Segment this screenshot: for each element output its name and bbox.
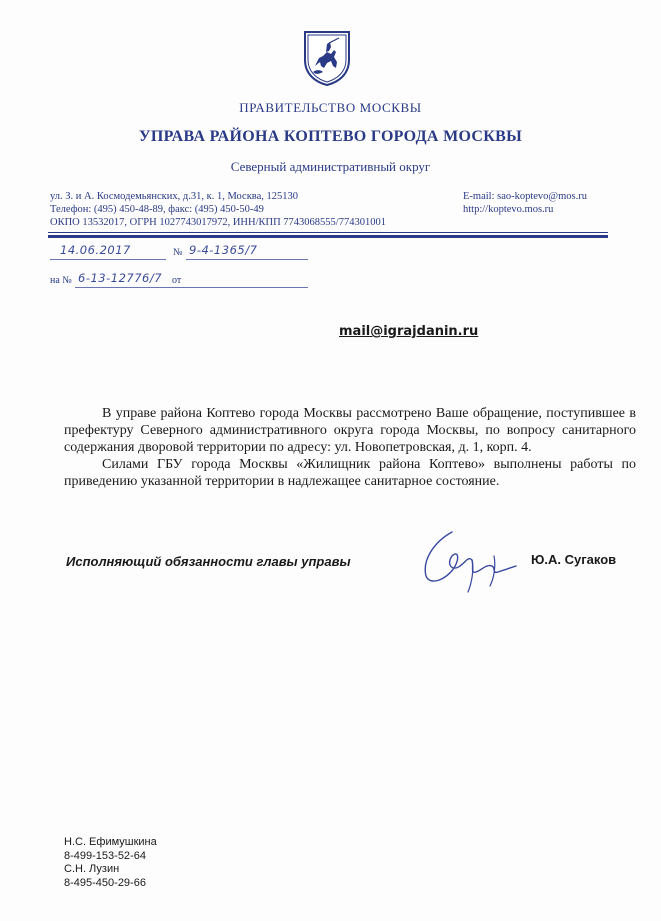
signatory-name: Ю.А. Сугаков xyxy=(531,552,617,567)
government-heading: ПРАВИТЕЛЬСТВО МОСКВЫ xyxy=(239,100,422,115)
phone-line: Телефон: (495) 450-48-89, факс: (495) 450-50-49 xyxy=(50,204,264,215)
reg-number: 9-4-1365/7 xyxy=(189,243,258,257)
body-paragraph-1: В управе района Коптево города Москвы рассмотрено Ваше обращение, поступившее в префектуру Северного административного округа города Москвы, по вопросу санитарного содержания дворовой территории по адресу: ул. Новопетровская, д. 1, корп. 4. xyxy=(64,406,636,455)
ref-underline xyxy=(75,287,308,288)
contacts-block xyxy=(64,836,157,890)
okrug-subheading: Северный административный округ xyxy=(230,159,431,174)
contact-name-1: Н.С. Ефимушкина xyxy=(64,836,157,848)
moscow-coat-of-arms-icon xyxy=(303,30,351,86)
reg-date-underline xyxy=(50,259,166,260)
body-paragraph-2: Силами ГБУ города Москвы «Жилищник района Коптево» выполнены работы по приведению указанной территории в надлежащее санитарное состояние. xyxy=(64,457,636,489)
contact-phone-2: 8-495-450-29-66 xyxy=(64,876,146,889)
header-divider-thick xyxy=(48,235,608,238)
uprava-heading: УПРАВА РАЙОНА КОПТЕВО ГОРОДА МОСКВЫ xyxy=(138,128,523,145)
signatory-title: Исполняющий обязанности главы управы xyxy=(66,554,351,569)
ref-number-label: на № xyxy=(50,275,72,286)
ref-suffix: от xyxy=(172,275,182,286)
addressee-email: mail@igrajdanin.ru xyxy=(339,324,479,339)
handwritten-signature xyxy=(412,520,522,600)
contact-phone-1: 8-499-153-52-64 xyxy=(64,849,146,862)
header-divider-thin xyxy=(48,232,608,233)
reg-number-label: № xyxy=(173,247,183,258)
ref-number: 6-13-12776/7 xyxy=(78,271,163,285)
contact-name-2: С.Н. Лузин xyxy=(64,863,120,875)
email-line: E-mail: sao-koptevo@mos.ru xyxy=(463,191,587,202)
letter-body xyxy=(64,405,636,490)
address-line: ул. З. и А. Космодемьянских, д.31, к. 1, Москва, 125130 xyxy=(50,191,299,202)
website-line: http://koptevo.mos.ru xyxy=(463,204,554,215)
ids-line: ОКПО 13532017, ОГРН 1027743017972, ИНН/КПП 7743068555/774301001 xyxy=(50,217,386,228)
reg-date: 14.06.2017 xyxy=(60,243,131,257)
reg-number-underline xyxy=(186,259,308,260)
